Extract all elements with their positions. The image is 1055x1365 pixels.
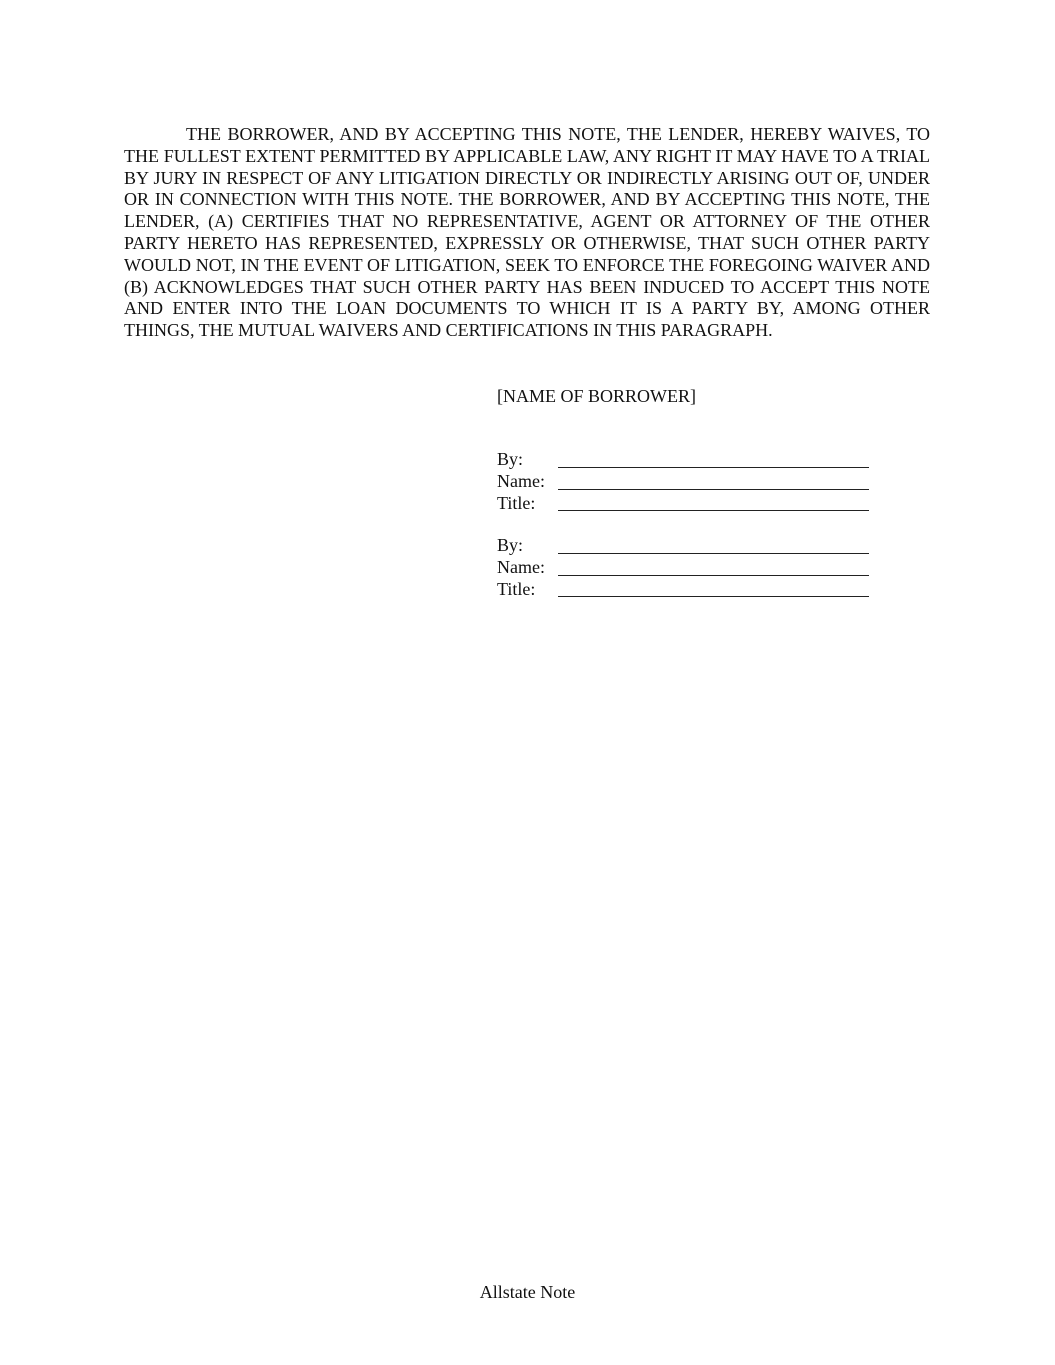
jury-waiver-paragraph: THE BORROWER, AND BY ACCEPTING THIS NOTE, THE LENDER, HEREBY WAIVES, TO THE FULLEST EXTENT PERMITTED BY APPLICABLE LAW, ANY RIGHT IT MAY HAVE TO A TRIAL BY JURY IN RESPECT OF ANY LITIGATION DIRECTLY OR INDIRECTLY ARISING OUT OF, UNDER OR IN CONNECTION WITH THIS NOTE. THE BORROWER, AND BY ACCEPTING THIS NOTE, THE LENDER, (A) CERTIFIES THAT NO REPRESENTATIVE, AGENT OR ATTORNEY OF THE OTHER PARTY HERETO HAS REPRESENTED, EXPRESSLY OR OTHERWISE, THAT SUCH OTHER PARTY WOULD NOT, IN THE EVENT OF LITIGATION, SEEK TO ENFORCE THE FOREGOING WAIVER AND (B) ACKNOWLEDGES THAT SUCH OTHER PARTY HAS BEEN INDUCED TO ACCEPT THIS NOTE AND ENTER INTO THE LOAN DOCUMENTS TO WHICH IT IS A PARTY BY, AMONG OTHER THINGS, THE MUTUAL WAIVERS AND CERTIFICATIONS IN THIS PARAGRAPH.	[124, 124, 930, 341]
name-label: Name:	[497, 470, 545, 491]
by-label: By:	[497, 535, 524, 555]
title-signature-line	[558, 579, 869, 597]
title-signature-line	[558, 493, 869, 511]
by-signature-line	[558, 450, 869, 468]
title-label: Title:	[497, 578, 536, 599]
name-signature-line	[558, 558, 869, 576]
signature-row-by	[497, 535, 872, 557]
title-label: Title:	[497, 492, 536, 513]
signature-block	[497, 535, 872, 600]
name-label: Name:	[497, 556, 545, 577]
name-signature-line	[558, 472, 869, 490]
borrower-name-placeholder: [NAME OF BORROWER]	[497, 386, 697, 406]
signature-row-title	[497, 579, 872, 601]
by-signature-line	[558, 536, 869, 554]
signature-row-by	[497, 449, 872, 471]
signature-row-name	[497, 557, 872, 579]
signature-row-title	[497, 493, 872, 515]
signature-row-name	[497, 471, 872, 493]
by-label: By:	[497, 449, 524, 469]
page-footer: Allstate Note	[479, 1282, 576, 1302]
signature-block	[497, 449, 872, 514]
